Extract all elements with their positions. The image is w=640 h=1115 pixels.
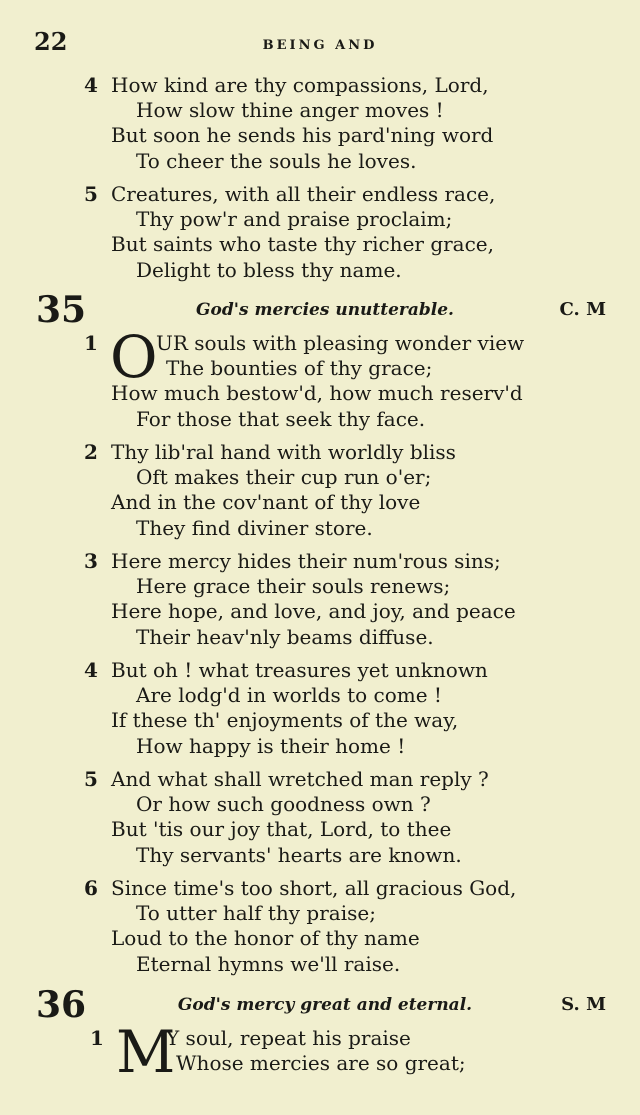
verse-line: Thy servants' hearts are known. bbox=[136, 842, 462, 867]
running-head: BEING AND bbox=[262, 38, 378, 53]
verse-line: And in the cov'nant of thy love bbox=[111, 490, 421, 515]
verse-line: How slow thine anger moves ! bbox=[136, 98, 444, 123]
verse-line: How much bestow'd, how much reserv'd bbox=[111, 381, 523, 406]
verse-line: For those that seek thy face. bbox=[136, 406, 426, 431]
verse-line: Here hope, and love, and joy, and peace bbox=[111, 599, 516, 624]
stanza-number: 3 bbox=[84, 549, 98, 573]
stanza bbox=[0, 658, 640, 759]
verse-line: Thy lib'ral hand with worldly bliss bbox=[111, 440, 456, 464]
verse-line: Oft makes their cup run o'er; bbox=[136, 465, 432, 490]
verse-line: To utter half thy praise; bbox=[136, 901, 376, 926]
verse-line: Y soul, repeat his praise bbox=[166, 1026, 411, 1050]
verse-line: Thy pow'r and praise proclaim; bbox=[136, 207, 453, 232]
verse-line: Here grace their souls renews; bbox=[136, 574, 451, 599]
verse-line: Here mercy hides their num'rous sins; bbox=[111, 549, 501, 573]
verse-line: But saints who taste thy richer grace, bbox=[111, 232, 494, 257]
verse-line: Whose mercies are so great; bbox=[176, 1051, 466, 1076]
stanza bbox=[0, 73, 640, 174]
verse-line: Their heav'nly beams diffuse. bbox=[136, 624, 434, 649]
verse-line: They find diviner store. bbox=[136, 515, 373, 540]
stanza-number: 5 bbox=[84, 182, 98, 206]
verse-line: Since time's too short, all gracious God, bbox=[111, 876, 517, 900]
stanza-number: 1 bbox=[84, 331, 98, 355]
stanza-number: 4 bbox=[84, 658, 98, 682]
hymn-number: 35 bbox=[36, 289, 87, 331]
verse-line: Are lodg'd in worlds to come ! bbox=[136, 683, 442, 708]
verse-line: Loud to the honor of thy name bbox=[111, 926, 420, 951]
stanza-number: 2 bbox=[84, 440, 98, 464]
hymn-heading bbox=[0, 985, 640, 1025]
page-number: 22 bbox=[34, 27, 68, 56]
hymn-meter: S. M bbox=[561, 994, 606, 1015]
stanza bbox=[0, 767, 640, 868]
stanza bbox=[0, 323, 640, 432]
hymn-meter: C. M bbox=[559, 299, 606, 320]
stanza bbox=[0, 182, 640, 283]
verse-line: But oh ! what treasures yet unknown bbox=[111, 658, 488, 682]
stanza bbox=[0, 440, 640, 541]
verse-line: Eternal hymns we'll raise. bbox=[136, 951, 401, 976]
verse-line: But soon he sends his pard'ning word bbox=[111, 123, 494, 148]
stanza-number: 5 bbox=[84, 767, 98, 791]
hymn-heading bbox=[0, 290, 640, 330]
verse-line: UR souls with pleasing wonder view bbox=[156, 331, 525, 355]
verse-line: How happy is their home ! bbox=[136, 733, 406, 758]
stanza bbox=[0, 549, 640, 650]
verse-line: To cheer the souls he loves. bbox=[136, 148, 417, 173]
verse-line: The bounties of thy grace; bbox=[166, 356, 433, 381]
verse-line: How kind are thy compassions, Lord, bbox=[111, 73, 489, 97]
stanza bbox=[0, 1018, 640, 1086]
verse-line: Creatures, with all their endless race, bbox=[111, 182, 496, 206]
verse-line: But 'tis our joy that, Lord, to thee bbox=[111, 817, 452, 842]
verse-line: And what shall wretched man reply ? bbox=[111, 767, 489, 791]
stanza-number: 6 bbox=[84, 876, 98, 900]
verse-line: Delight to bless thy name. bbox=[136, 257, 402, 282]
verse-line: If these th' enjoyments of the way, bbox=[111, 708, 459, 733]
hymn-number: 36 bbox=[36, 984, 87, 1026]
drop-cap: M bbox=[116, 1018, 176, 1086]
hymn-title: God's mercy great and eternal. bbox=[177, 995, 473, 1015]
drop-cap: O bbox=[110, 323, 158, 391]
hymn-title: God's mercies unutterable. bbox=[196, 300, 454, 320]
verse-line: Or how such goodness own ? bbox=[136, 792, 431, 817]
stanza bbox=[0, 876, 640, 977]
stanza-number: 1 bbox=[90, 1026, 104, 1050]
stanza-number: 4 bbox=[84, 73, 98, 97]
